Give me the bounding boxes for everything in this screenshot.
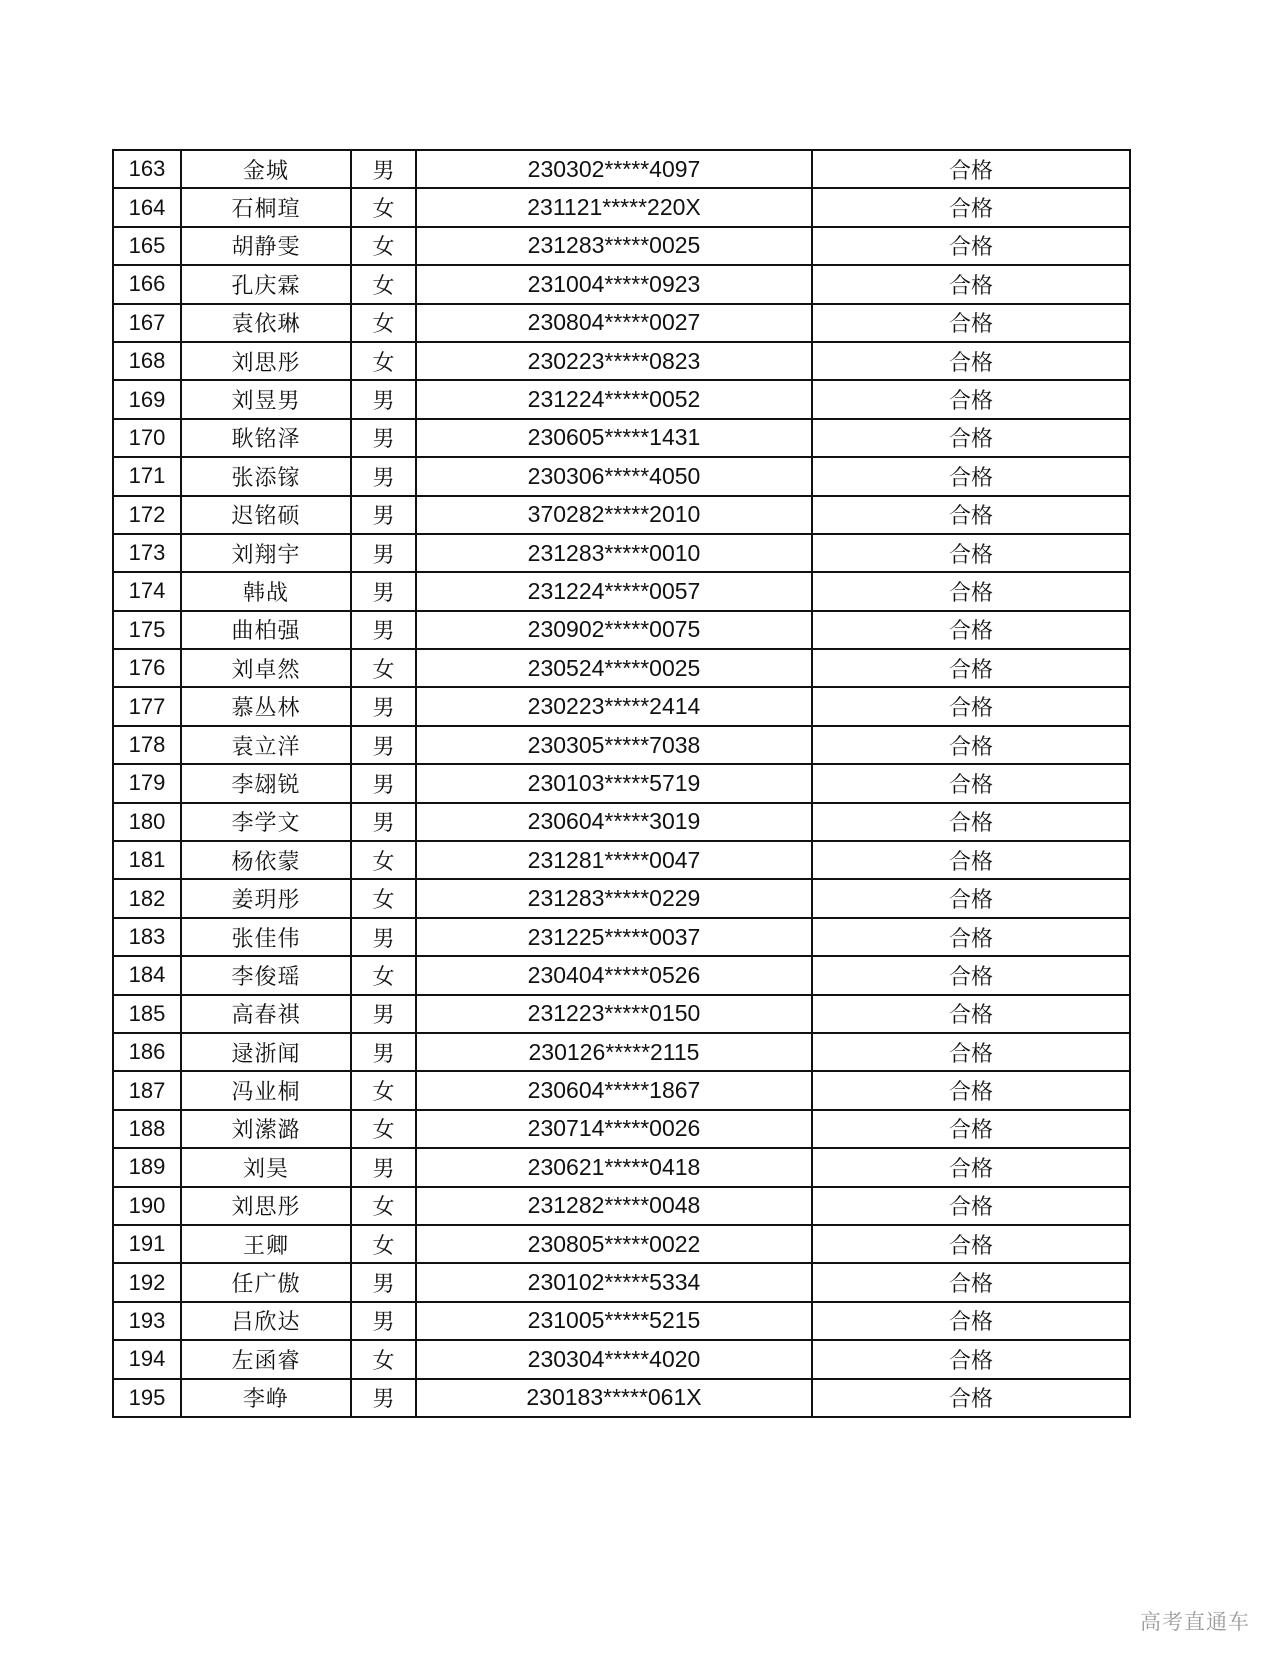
row-number: 190	[113, 1187, 181, 1225]
person-name: 刘卓然	[181, 649, 351, 687]
result-status: 合格	[812, 918, 1130, 956]
id-number: 231224*****0052	[416, 380, 812, 418]
result-status: 合格	[812, 687, 1130, 725]
result-status: 合格	[812, 995, 1130, 1033]
id-number: 231282*****0048	[416, 1187, 812, 1225]
person-name: 刘翔宇	[181, 534, 351, 572]
result-status: 合格	[812, 380, 1130, 418]
row-number: 191	[113, 1225, 181, 1263]
person-name: 刘昊	[181, 1148, 351, 1186]
row-number: 164	[113, 188, 181, 226]
id-number: 231283*****0010	[416, 534, 812, 572]
table-row	[113, 611, 1130, 649]
row-number: 171	[113, 457, 181, 495]
person-name: 李峥	[181, 1379, 351, 1417]
table-row	[113, 496, 1130, 534]
table-row	[113, 1071, 1130, 1109]
person-name: 李翃锐	[181, 764, 351, 802]
result-status: 合格	[812, 227, 1130, 265]
id-number: 230804*****0027	[416, 304, 812, 342]
row-number: 175	[113, 611, 181, 649]
result-status: 合格	[812, 457, 1130, 495]
gender: 女	[351, 304, 416, 342]
row-number: 176	[113, 649, 181, 687]
row-number: 186	[113, 1033, 181, 1071]
results-table-body	[113, 150, 1130, 1417]
row-number: 173	[113, 534, 181, 572]
result-status: 合格	[812, 879, 1130, 917]
id-number: 230223*****0823	[416, 342, 812, 380]
row-number: 188	[113, 1110, 181, 1148]
result-status: 合格	[812, 1187, 1130, 1225]
id-number: 231004*****0923	[416, 265, 812, 303]
gender: 女	[351, 1110, 416, 1148]
person-name: 张佳伟	[181, 918, 351, 956]
person-name: 逯浙闻	[181, 1033, 351, 1071]
id-number: 230304*****4020	[416, 1340, 812, 1378]
id-number: 231225*****0037	[416, 918, 812, 956]
results-table	[112, 149, 1131, 1418]
person-name: 刘思彤	[181, 342, 351, 380]
person-name: 王卿	[181, 1225, 351, 1263]
result-status: 合格	[812, 1379, 1130, 1417]
table-row	[113, 649, 1130, 687]
result-status: 合格	[812, 803, 1130, 841]
row-number: 163	[113, 150, 181, 188]
person-name: 刘思彤	[181, 1187, 351, 1225]
row-number: 179	[113, 764, 181, 802]
person-name: 刘潆潞	[181, 1110, 351, 1148]
row-number: 166	[113, 265, 181, 303]
row-number: 194	[113, 1340, 181, 1378]
table-row	[113, 1033, 1130, 1071]
table-row	[113, 1187, 1130, 1225]
person-name: 李学文	[181, 803, 351, 841]
person-name: 金城	[181, 150, 351, 188]
row-number: 185	[113, 995, 181, 1033]
table-row	[113, 841, 1130, 879]
person-name: 冯业桐	[181, 1071, 351, 1109]
gender: 女	[351, 227, 416, 265]
table-row	[113, 879, 1130, 917]
row-number: 172	[113, 496, 181, 534]
row-number: 195	[113, 1379, 181, 1417]
id-number: 230902*****0075	[416, 611, 812, 649]
gender: 女	[351, 265, 416, 303]
table-row	[113, 457, 1130, 495]
id-number: 230604*****1867	[416, 1071, 812, 1109]
table-row	[113, 803, 1130, 841]
gender: 女	[351, 879, 416, 917]
gender: 女	[351, 1340, 416, 1378]
table-row	[113, 1379, 1130, 1417]
id-number: 231283*****0229	[416, 879, 812, 917]
id-number: 230302*****4097	[416, 150, 812, 188]
person-name: 左函睿	[181, 1340, 351, 1378]
id-number: 230102*****5334	[416, 1263, 812, 1301]
gender: 男	[351, 419, 416, 457]
table-row	[113, 150, 1130, 188]
table-row	[113, 304, 1130, 342]
id-number: 230604*****3019	[416, 803, 812, 841]
row-number: 183	[113, 918, 181, 956]
row-number: 169	[113, 380, 181, 418]
result-status: 合格	[812, 265, 1130, 303]
result-status: 合格	[812, 342, 1130, 380]
person-name: 耿铭泽	[181, 419, 351, 457]
id-number: 230305*****7038	[416, 726, 812, 764]
watermark-text: 高考直通车	[1140, 1610, 1250, 1634]
row-number: 165	[113, 227, 181, 265]
result-status: 合格	[812, 496, 1130, 534]
table-row	[113, 1110, 1130, 1148]
gender: 女	[351, 956, 416, 994]
result-status: 合格	[812, 1110, 1130, 1148]
gender: 女	[351, 188, 416, 226]
result-status: 合格	[812, 726, 1130, 764]
person-name: 迟铭硕	[181, 496, 351, 534]
person-name: 袁立洋	[181, 726, 351, 764]
result-status: 合格	[812, 534, 1130, 572]
table-row	[113, 188, 1130, 226]
row-number: 167	[113, 304, 181, 342]
gender: 男	[351, 764, 416, 802]
table-row	[113, 1340, 1130, 1378]
id-number: 230714*****0026	[416, 1110, 812, 1148]
row-number: 182	[113, 879, 181, 917]
result-status: 合格	[812, 1033, 1130, 1071]
table-row	[113, 342, 1130, 380]
gender: 女	[351, 649, 416, 687]
gender: 男	[351, 1033, 416, 1071]
gender: 男	[351, 1379, 416, 1417]
gender: 女	[351, 1071, 416, 1109]
result-status: 合格	[812, 1340, 1130, 1378]
id-number: 230223*****2414	[416, 687, 812, 725]
person-name: 张添镓	[181, 457, 351, 495]
gender: 男	[351, 611, 416, 649]
id-number: 230621*****0418	[416, 1148, 812, 1186]
result-status: 合格	[812, 841, 1130, 879]
gender: 男	[351, 726, 416, 764]
gender: 女	[351, 841, 416, 879]
person-name: 石桐瑄	[181, 188, 351, 226]
person-name: 袁依琳	[181, 304, 351, 342]
table-row	[113, 726, 1130, 764]
gender: 女	[351, 1187, 416, 1225]
person-name: 高春祺	[181, 995, 351, 1033]
gender: 男	[351, 534, 416, 572]
id-number: 230183*****061X	[416, 1379, 812, 1417]
result-status: 合格	[812, 764, 1130, 802]
person-name: 孔庆霖	[181, 265, 351, 303]
id-number: 230103*****5719	[416, 764, 812, 802]
row-number: 184	[113, 956, 181, 994]
row-number: 193	[113, 1302, 181, 1340]
result-status: 合格	[812, 419, 1130, 457]
table-row	[113, 265, 1130, 303]
row-number: 170	[113, 419, 181, 457]
table-row	[113, 1225, 1130, 1263]
id-number: 230805*****0022	[416, 1225, 812, 1263]
result-status: 合格	[812, 1225, 1130, 1263]
table-row	[113, 956, 1130, 994]
result-status: 合格	[812, 572, 1130, 610]
row-number: 180	[113, 803, 181, 841]
table-row	[113, 995, 1130, 1033]
id-number: 230605*****1431	[416, 419, 812, 457]
result-status: 合格	[812, 304, 1130, 342]
row-number: 168	[113, 342, 181, 380]
result-status: 合格	[812, 1263, 1130, 1301]
table-row	[113, 419, 1130, 457]
result-status: 合格	[812, 956, 1130, 994]
id-number: 230404*****0526	[416, 956, 812, 994]
table-row	[113, 764, 1130, 802]
table-row	[113, 687, 1130, 725]
gender: 男	[351, 687, 416, 725]
result-status: 合格	[812, 150, 1130, 188]
gender: 男	[351, 1148, 416, 1186]
id-number: 231005*****5215	[416, 1302, 812, 1340]
gender: 男	[351, 803, 416, 841]
gender: 男	[351, 1263, 416, 1301]
id-number: 370282*****2010	[416, 496, 812, 534]
id-number: 231283*****0025	[416, 227, 812, 265]
result-status: 合格	[812, 1071, 1130, 1109]
id-number: 231224*****0057	[416, 572, 812, 610]
gender: 男	[351, 1302, 416, 1340]
id-number: 231223*****0150	[416, 995, 812, 1033]
person-name: 姜玥彤	[181, 879, 351, 917]
row-number: 181	[113, 841, 181, 879]
person-name: 任广傲	[181, 1263, 351, 1301]
row-number: 187	[113, 1071, 181, 1109]
person-name: 胡静雯	[181, 227, 351, 265]
person-name: 杨依蒙	[181, 841, 351, 879]
row-number: 174	[113, 572, 181, 610]
table-row	[113, 918, 1130, 956]
id-number: 230524*****0025	[416, 649, 812, 687]
id-number: 231121*****220X	[416, 188, 812, 226]
id-number: 231281*****0047	[416, 841, 812, 879]
gender: 男	[351, 572, 416, 610]
gender: 男	[351, 457, 416, 495]
table-row	[113, 534, 1130, 572]
result-status: 合格	[812, 649, 1130, 687]
table-row	[113, 227, 1130, 265]
gender: 男	[351, 380, 416, 418]
table-row	[113, 1148, 1130, 1186]
gender: 男	[351, 496, 416, 534]
person-name: 李俊瑶	[181, 956, 351, 994]
table-row	[113, 1263, 1130, 1301]
row-number: 189	[113, 1148, 181, 1186]
row-number: 178	[113, 726, 181, 764]
row-number: 192	[113, 1263, 181, 1301]
table-row	[113, 1302, 1130, 1340]
id-number: 230306*****4050	[416, 457, 812, 495]
id-number: 230126*****2115	[416, 1033, 812, 1071]
person-name: 慕丛林	[181, 687, 351, 725]
result-status: 合格	[812, 188, 1130, 226]
table-row	[113, 380, 1130, 418]
person-name: 韩战	[181, 572, 351, 610]
person-name: 曲柏强	[181, 611, 351, 649]
result-status: 合格	[812, 611, 1130, 649]
person-name: 吕欣达	[181, 1302, 351, 1340]
gender: 男	[351, 918, 416, 956]
result-status: 合格	[812, 1148, 1130, 1186]
table-row	[113, 572, 1130, 610]
gender: 男	[351, 995, 416, 1033]
gender: 女	[351, 342, 416, 380]
result-status: 合格	[812, 1302, 1130, 1340]
gender: 男	[351, 150, 416, 188]
row-number: 177	[113, 687, 181, 725]
person-name: 刘昱男	[181, 380, 351, 418]
gender: 女	[351, 1225, 416, 1263]
